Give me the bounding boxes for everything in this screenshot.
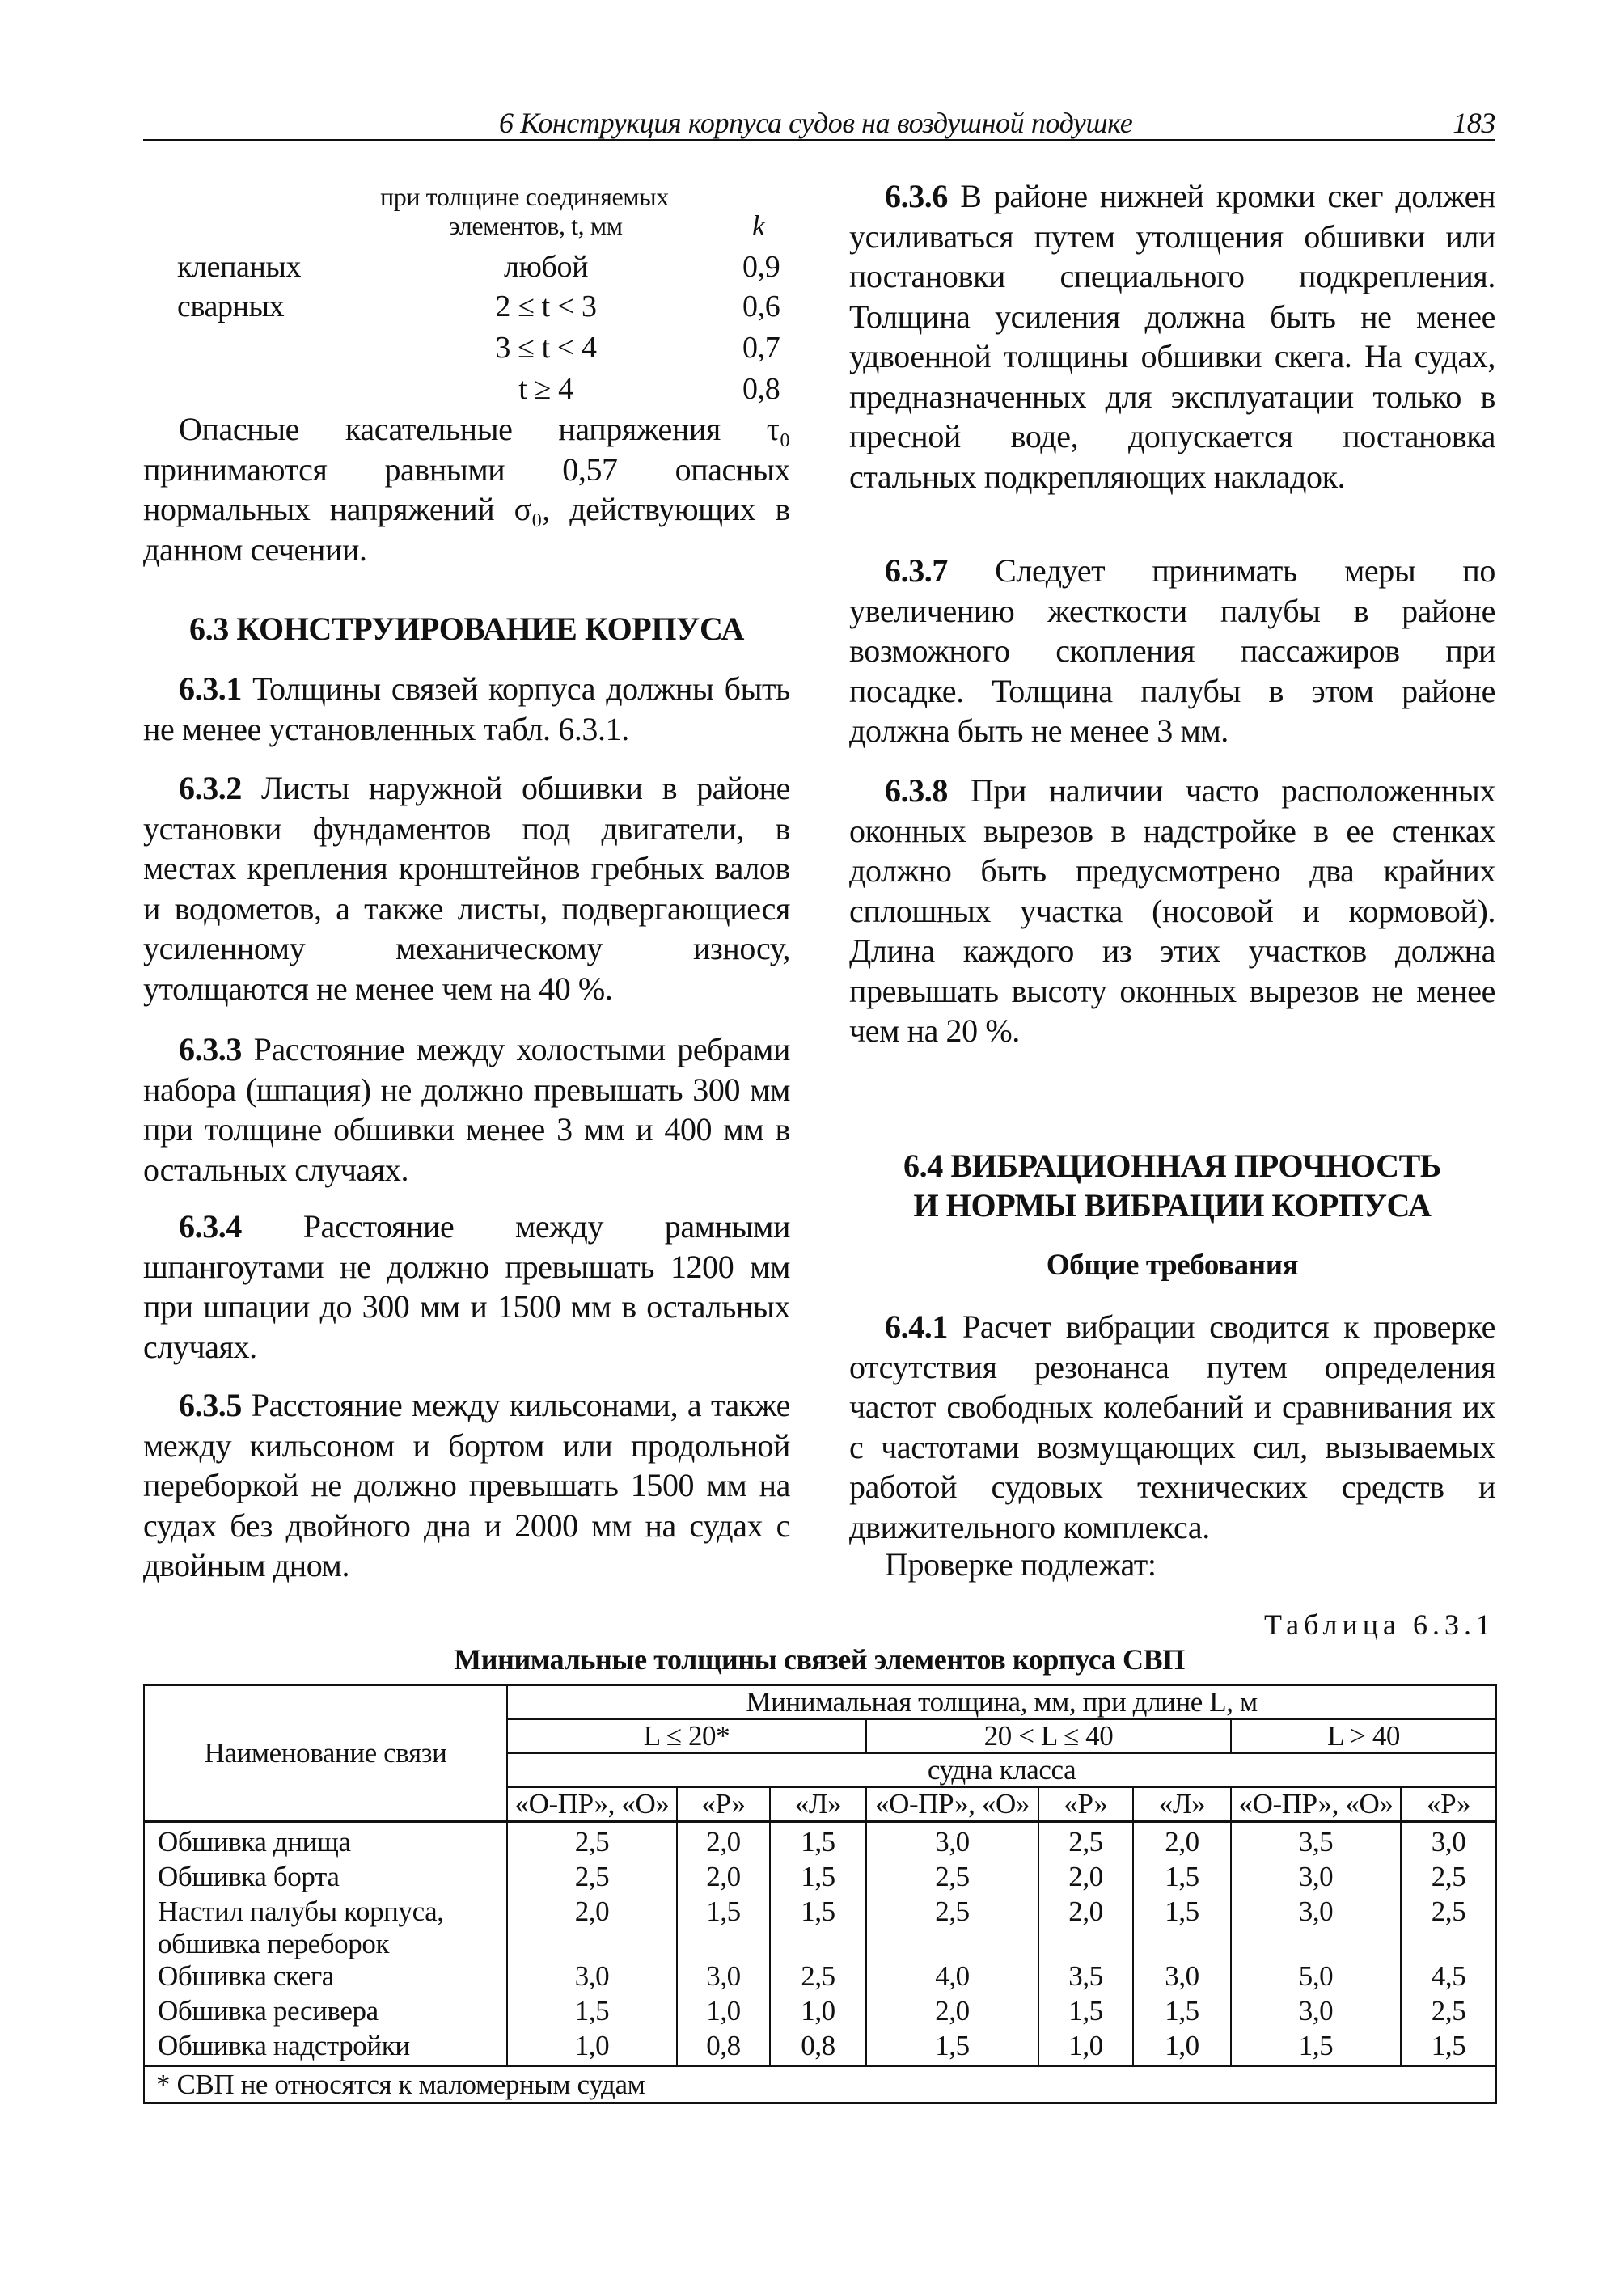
table-row <box>144 2030 1496 2066</box>
thickness-cell: 1,5 <box>1231 2030 1401 2066</box>
paragraph-number: 6.3.1 <box>179 670 243 707</box>
paragraph-text: В районе нижней кромки скег должен усиливаться путем утолщения обшивки или постановки специального подкрепления. Толщина усиления должна быть не менее удвоенной толщины обшивки скега. На судах, предназначенных для эксплуатации только в пресной воде, допускается постановка стальных подкрепляющих накладок. <box>849 178 1495 495</box>
k-head-line1: при толщине соединяемых <box>380 182 669 211</box>
paragraph-number: 6.3.2 <box>179 770 243 806</box>
k-head-k: k <box>752 209 765 242</box>
paragraph-6-3-2 <box>143 768 790 1008</box>
thickness-cell: 1,5 <box>1401 2030 1496 2066</box>
k-row-value: 0,7 <box>742 331 780 365</box>
class-header-cell: «Л» <box>770 1787 866 1822</box>
table-row <box>144 1896 1496 1960</box>
k-row-type: сварных <box>177 290 285 323</box>
thickness-cell: 4,5 <box>1401 1960 1496 1995</box>
row-name: Настил палубы корпуса, обшивка переборок <box>144 1896 507 1960</box>
k-row-value: 0,6 <box>742 290 780 323</box>
paragraph-6-3-1 <box>143 669 790 749</box>
thickness-cell: 1,5 <box>866 2030 1038 2066</box>
thickness-cell: 2,5 <box>1401 1861 1496 1896</box>
running-header-title: 6 Конструкция корпуса судов на воздушной подушке <box>499 107 1133 139</box>
thickness-cell: 1,5 <box>1133 1861 1231 1896</box>
span-header: Минимальная толщина, мм, при длине L, м <box>507 1685 1496 1719</box>
paragraph-text: Расстояние между кильсонами, а также между кильсоном и бортом или продольной переборкой не должно превышать 1500 мм на судах без двойного дна и 2000 мм на судах с двойным дном. <box>143 1387 790 1583</box>
thickness-cell: 2,5 <box>770 1960 866 1995</box>
paragraph-number: 6.3.6 <box>885 178 949 214</box>
class-header: судна класса <box>507 1753 1496 1787</box>
subheading-general: Общие требования <box>1046 1249 1299 1282</box>
paragraph-6-3-6 <box>849 176 1495 497</box>
paragraph-number: 6.3.7 <box>885 552 949 589</box>
thickness-cell: 2,0 <box>866 1995 1038 2030</box>
thickness-cell: 0,8 <box>770 2030 866 2066</box>
table-row <box>144 1960 1496 1995</box>
row-name: Обшивка днища <box>144 1822 507 1862</box>
row-name: Обшивка борта <box>144 1861 507 1896</box>
paragraph-check: Проверке подлежат: <box>885 1546 1157 1583</box>
thickness-cell: 3,5 <box>1231 1822 1401 1862</box>
thickness-cell: 2,5 <box>507 1822 677 1862</box>
length-group-header: 20 < L ≤ 40 <box>866 1719 1231 1753</box>
class-header-cell: «О-ПР», «О» <box>866 1787 1038 1822</box>
thickness-cell: 2,0 <box>1133 1822 1231 1862</box>
thickness-cell: 4,0 <box>866 1960 1038 1995</box>
thickness-cell: 1,0 <box>1038 2030 1133 2066</box>
thickness-cell: 1,5 <box>770 1861 866 1896</box>
k-row-range: 2 ≤ t < 3 <box>495 290 597 323</box>
thickness-cell: 3,0 <box>1231 1861 1401 1896</box>
row-name: Обшивка надстройки <box>144 2030 507 2066</box>
thickness-cell: 0,8 <box>677 2030 770 2066</box>
thickness-cell: 1,5 <box>1133 1995 1231 2030</box>
paragraph-number: 6.3.8 <box>885 772 949 809</box>
paragraph-text: Толщины связей корпуса должны быть не менее установленных табл. 6.3.1. <box>143 670 790 747</box>
thickness-cell: 5,0 <box>1231 1960 1401 1995</box>
paragraph-tau: Опасные касательные напряжения τ₀ принимаются равными 0,57 опасных нормальных напряжений σ₀, действующих в данном сечении. <box>143 411 790 568</box>
length-group-header: L ≤ 20* <box>507 1719 866 1753</box>
class-header-cell: «О-ПР», «О» <box>507 1787 677 1822</box>
thickness-cell: 1,5 <box>507 1995 677 2030</box>
table-row <box>144 1995 1496 2030</box>
thickness-cell: 2,0 <box>1038 1861 1133 1896</box>
running-header <box>143 104 1495 141</box>
paragraph-number: 6.3.3 <box>179 1031 243 1067</box>
paragraph-6-3-8 <box>849 771 1495 1051</box>
k-row-value: 0,9 <box>742 250 780 284</box>
thickness-cell: 2,0 <box>1038 1896 1133 1960</box>
thickness-cell: 3,0 <box>1133 1960 1231 1995</box>
thickness-cell: 2,5 <box>866 1896 1038 1960</box>
section-heading-6-3: 6.3 КОНСТРУИРОВАНИЕ КОРПУСА <box>189 611 744 647</box>
class-header-cell: «Р» <box>1038 1787 1133 1822</box>
thickness-cell: 1,0 <box>677 1995 770 2030</box>
k-row-range: t ≥ 4 <box>518 372 573 406</box>
thickness-table <box>143 1684 1497 2104</box>
thickness-cell: 3,0 <box>677 1960 770 1995</box>
thickness-cell: 3,5 <box>1038 1960 1133 1995</box>
paragraph-6-3-7 <box>849 551 1495 751</box>
thickness-cell: 1,0 <box>507 2030 677 2066</box>
section-heading-6-4-line1: 6.4 ВИБРАЦИОННАЯ ПРОЧНОСТЬ <box>903 1148 1441 1184</box>
thickness-cell: 2,5 <box>507 1861 677 1896</box>
thickness-cell: 3,0 <box>507 1960 677 1995</box>
thickness-cell: 3,0 <box>866 1822 1038 1862</box>
thickness-cell: 3,0 <box>1231 1896 1401 1960</box>
paragraph-text: Расстояние между холостыми ребрами набора (шпация) не должно превышать 300 мм при толщине обшивки менее 3 мм и 400 мм в остальных случаях. <box>143 1031 790 1188</box>
paragraph-number: 6.3.4 <box>179 1208 243 1245</box>
paragraph-text: Расстояние между рамными шпангоутами не должно превышать 1200 мм при шпации до 300 мм и 1500 мм в остальных случаях. <box>143 1208 790 1365</box>
k-row-range: любой <box>503 250 589 284</box>
page-number: 183 <box>1453 107 1495 139</box>
thickness-cell: 1,5 <box>677 1896 770 1960</box>
table-row <box>144 1861 1496 1896</box>
row-name: Обшивка скега <box>144 1960 507 1995</box>
class-header-cell: «О-ПР», «О» <box>1231 1787 1401 1822</box>
paragraph-6-3-5 <box>143 1385 790 1586</box>
section-heading-6-4-line2: И НОРМЫ ВИБРАЦИИ КОРПУСА <box>913 1187 1432 1224</box>
table-label: Таблица 6.3.1 <box>1264 1608 1495 1641</box>
thickness-cell: 3,0 <box>1401 1822 1496 1862</box>
paragraph-text: Листы наружной обшивки в районе установки фундаментов под двигатели, в местах крепления кронштейнов гребных валов и водометов, а также листы, подвергающиеся усиленному механическому износу, утолщаются не менее чем на 40 %. <box>143 770 790 1007</box>
thickness-cell: 2,5 <box>1401 1896 1496 1960</box>
paragraph-6-4-1: 6.4.1 Расчет вибрации сводится к проверке отсутствия резонанса путем определения частот свободных колебаний и сравнивания их с частотами возмущающих сил, вызываемых работой судовых технических средств и движительного комплекса. <box>849 1308 1495 1545</box>
table-footnote: * СВП не относятся к маломерным судам <box>144 2066 1496 2103</box>
paragraph-text: Следует принимать меры по увеличению жесткости палубы в районе возможного скопления пассажиров при посадке. Толщина палубы в этом районе должна быть не менее 3 мм. <box>849 552 1495 749</box>
thickness-cell: 1,0 <box>1133 2030 1231 2066</box>
thickness-cell: 2,0 <box>677 1822 770 1862</box>
k-head-line2: элементов, t, мм <box>449 211 623 240</box>
class-header-cell: «Р» <box>677 1787 770 1822</box>
table-row <box>144 1822 1496 1862</box>
thickness-cell: 1,5 <box>1133 1896 1231 1960</box>
thickness-cell: 1,5 <box>770 1896 866 1960</box>
thickness-cell: 2,0 <box>677 1861 770 1896</box>
col-name-header: Наименование связи <box>144 1685 507 1822</box>
thickness-cell: 1,5 <box>1038 1995 1133 2030</box>
paragraph-text: При наличии часто расположенных оконных вырезов в надстройке в ее стенках должно быть предусмотрено два крайних сплошных участка (носовой и кормовой). Длина каждого из этих участков должна превышать высоту оконных вырезов не менее чем на 20 %. <box>849 772 1495 1049</box>
length-group-header: L > 40 <box>1231 1719 1496 1753</box>
paragraph-number: 6.3.5 <box>179 1387 243 1423</box>
thickness-cell: 2,5 <box>1038 1822 1133 1862</box>
k-row-type: клепаных <box>177 250 302 284</box>
thickness-cell: 1,5 <box>770 1822 866 1862</box>
thickness-cell: 2,5 <box>866 1861 1038 1896</box>
row-name: Обшивка ресивера <box>144 1995 507 2030</box>
table-title: Минимальные толщины связей элементов корпуса СВП <box>454 1643 1185 1676</box>
thickness-cell: 1,0 <box>770 1995 866 2030</box>
class-header-cell: «Л» <box>1133 1787 1231 1822</box>
thickness-cell: 2,5 <box>1401 1995 1496 2030</box>
thickness-cell: 3,0 <box>1231 1995 1401 2030</box>
paragraph-6-3-4 <box>143 1207 790 1367</box>
k-row-range: 3 ≤ t < 4 <box>495 331 597 365</box>
thickness-cell: 2,0 <box>507 1896 677 1960</box>
paragraph-6-3-3 <box>143 1029 790 1190</box>
class-header-cell: «Р» <box>1401 1787 1496 1822</box>
k-row-value: 0,8 <box>742 372 780 406</box>
